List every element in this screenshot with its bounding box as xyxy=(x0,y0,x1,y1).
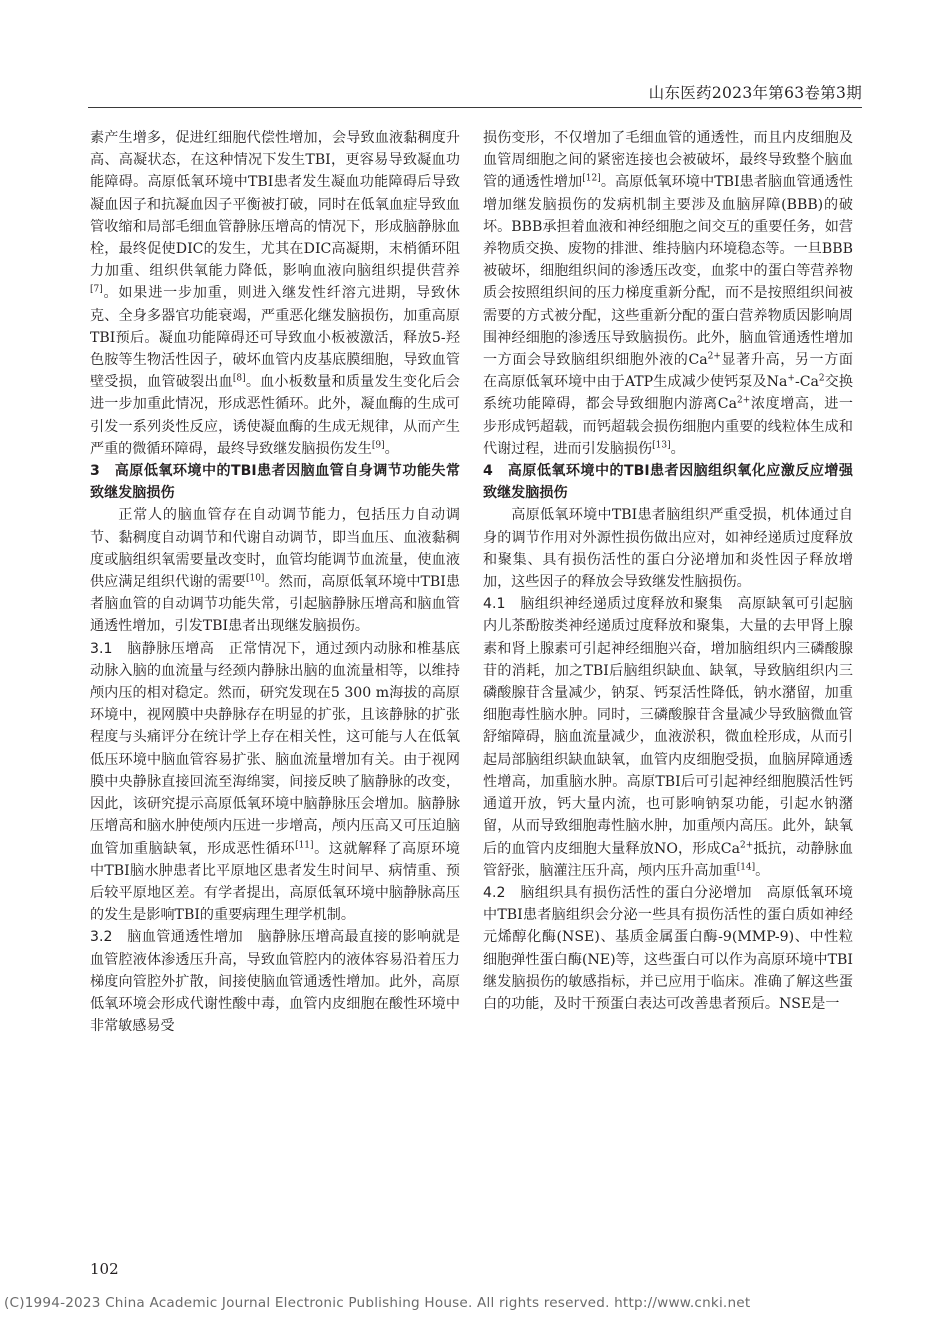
subsection-title: 3.1 脑静脉压增高 xyxy=(90,640,215,657)
subsection-4-1: 4.1 脑组织神经递质过度释放和聚集 高原缺氧可引起脑内儿茶酚胺类神经递质过度释放和聚集，大量的去甲肾上腺素和肾上腺素可引起神经细胞兴奋，增加脑组织内三磷酸腺苷的消耗，加之TBI后脑组织缺血、缺氧，导致脑组织内三磷酸腺苷含量减少，钠泵、钙泵活性降低，钠水潴留，加重细胞毒性脑水肿。同时，三磷酸腺苷含量减少导致脑微血管舒缩障碍，脑血流量减少，血液淤积，微血栓形成，从而引起局部脑组织缺血缺氧，血管内皮细胞受损，血脑屏障通透性增高，加重脑水肿。高原TBI后可引起神经细胞膜活性钙通道开放，钙大量内流，也可影响钠泵功能，引起水钠潴留，从而导致细胞毒性脑水肿，加重颅内高压。此外，缺氧后的血管内皮细胞大量释放NO，形成$Ca^{2+}$抵抗，动静脉血管舒张，脑灌注压升高，颅内压升高加重[14]。 xyxy=(483,596,853,879)
section-heading-3: 3 高原低氧环境中的TBI患者因脑血管自身调节功能失常致继发脑损伤 xyxy=(90,463,460,502)
page-number: 102 xyxy=(90,1260,119,1278)
header-rule xyxy=(88,107,862,108)
paragraph: 高原低氧环境中TBI患者脑组织严重受损，机体通过自身的调节作用对外源性损伤做出应对，如神经递质过度释放和聚集、具有损伤活性的蛋白分泌增加和炎性因子释放增加，这些因子的释放会导致继发性脑损伤。 xyxy=(483,507,853,591)
citation[interactable]: [8] xyxy=(232,373,246,384)
citation[interactable]: [10] xyxy=(245,573,265,584)
paragraph: 素产生增多，促进红细胞代偿性增加，会导致血液黏稠度升高、高凝状态，在这种情况下发生TBI，更容易导致凝血功能障碍。高原低氧环境中TBI患者发生凝血功能障碍后导致凝血因子和抗凝血因子平衡被打破，同时在低氧血症导致血管收缩和局部毛细血管静脉压增高的情况下，形成脑静脉血栓，最终促使DIC的发生，尤其在DIC高凝期，末梢循环阻力加重、组织供氧能力降低，影响血液向脑组织提供营养[7]。如果进一步加重，则进入继发性纤溶亢进期，导致休克、全身多器官功能衰竭，严重恶化继发脑损伤，加重高原TBI预后。凝血功能障碍还可导致血小板被激活，释放5-羟色胺等生物活性因子，破坏血管内皮基底膜细胞，导致血管壁受损，血管破裂出血[8]。血小板数量和质量发生变化后会进一步加重此情况，形成恶性循环。此外，凝血酶的生成可引发一系列炎性反应，诱使凝血酶的生成无规律，从而产生严重的微循环障碍，最终导致继发脑损伤发生[9]。 xyxy=(90,130,461,457)
citation[interactable]: [13] xyxy=(652,440,671,451)
right-column xyxy=(483,127,853,1015)
left-column xyxy=(90,127,460,1037)
subsection-title: 4.1 脑组织神经递质过度释放和聚集 xyxy=(483,596,724,613)
citation[interactable]: [14] xyxy=(736,862,756,873)
journal-header: 山东医药2023年第63卷第3期 xyxy=(648,84,862,102)
citation[interactable]: [9] xyxy=(371,440,385,451)
subsection-title: 3.2 脑血管通透性增加 xyxy=(90,929,244,946)
subsection-3-1: 3.1 脑静脉压增高 正常情况下，通过颈内动脉和椎基底动脉入脑的血流量与经颈内静脉出脑的血流量相等，以维持颅内压的相对稳定。然而，研究发现在5 300 m海拔的高原环境中，视网膜中央静脉存在明显的扩张，且该静脉的扩张程度与头痛评分在统计学上存在相关性，这可能与人在低氧低压环境中脑血管容易扩张、脑血流量增加有关。由于视网膜中央静脉直接回流至海绵窦，间接反映了脑静脉的改变，因此，该研究提示高原低氧环境中脑静脉压会增加。脑静脉压增高和脑水肿使颅内压进一步增高，颅内压高又可压迫脑血管加重脑缺氧，形成恶性循环[11]。这就解释了高原环境中TBI脑水肿患者比平原地区患者发生时间早、病情重、预后较平原地区差。有学者提出，高原低氧环境中脑静脉高压的发生是影响TBI的重要病理生理学机制。 xyxy=(90,640,461,924)
citation[interactable]: [7] xyxy=(90,284,103,295)
subsection-4-2: 4.2 脑组织具有损伤活性的蛋白分泌增加 高原低氧环境中TBI患者脑组织会分泌一些具有损伤活性的蛋白质如神经元烯醇化酶(NSE)、基质金属蛋白酶-9(MMP-9)、中性粒细胞弹性蛋白酶(NE)等，这些蛋白可以作为高原环境中TBI继发脑损伤的敏感指标，并已应用于临床。准确了解这些蛋白的功能，及时干预蛋白表达可改善患者预后。NSE是一 xyxy=(483,884,854,1012)
subsection-3-2: 3.2 脑血管通透性增加 脑静脉压增高最直接的影响就是血管腔液体渗透压升高，导致血管腔内的液体容易沿着压力梯度向管腔外扩散，间接使脑血管通透性增加。此外，高原低氧环境会形成代谢性酸中毒，血管内皮细胞在酸性环境中非常敏感易受 xyxy=(90,929,461,1035)
paragraph: 正常人的脑血管存在自动调节能力，包括压力自动调节、黏稠度自动调节和代谢自动调节，即当血压、血液黏稠度或脑组织氧需要量改变时，血管均能调节血流量，使血液供应满足组织代谢的需要[10]。然而，高原低氧环境中TBI患者脑血管的自动调节功能失常，引起脑静脉压增高和脑血管通透性增加，引发TBI患者出现继发脑损伤。 xyxy=(90,507,461,635)
citation[interactable]: [11] xyxy=(295,839,314,850)
citation[interactable]: [12] xyxy=(582,173,601,184)
paragraph: 损伤变形，不仅增加了毛细血管的通透性，而且内皮细胞及血管周细胞之间的紧密连接也会被破坏，最终导致整个脑血管的通透性增加[12]。高原低氧环境中TBI患者脑血管通透性增加继发脑损伤的发病机制主要涉及血脑屏障(BBB)的破坏。BBB承担着血液和神经细胞之间交互的重要任务，如营养物质交换、废物的排泄、维持脑内环境稳态等。一旦BBB被破坏，细胞组织间的渗透压改变，血浆中的蛋白等营养物质会按照组织间的压力梯度重新分配，而不是按照组织间被需要的方式被分配，这些重新分配的蛋白营养物质因影响周围神经细胞的渗透压导致脑损伤。此外，脑血管通透性增加一方面会导致脑组织细胞外液的$Ca^{2+}$显著升高，另一方面在高原低氧环境中由于ATP生成减少使钙泵及Na+-Ca$^2$交换系统功能障碍，都会导致细胞内游离$Ca^{2+}$浓度增高，进一步形成钙超载，而钙超载会损伤细胞内重要的线粒体生成和代谢过程，进而引发脑损伤[13]。 xyxy=(483,130,854,457)
subsection-title: 4.2 脑组织具有损伤活性的蛋白分泌增加 xyxy=(483,884,753,901)
section-heading-4: 4 高原低氧环境中的TBI患者因脑组织氧化应激反应增强致继发脑损伤 xyxy=(483,463,853,502)
copyright-footer: (C)1994-2023 China Academic Journal Electronic Publishing House. All rights reserved. http://www.cnki.net xyxy=(4,1295,751,1311)
